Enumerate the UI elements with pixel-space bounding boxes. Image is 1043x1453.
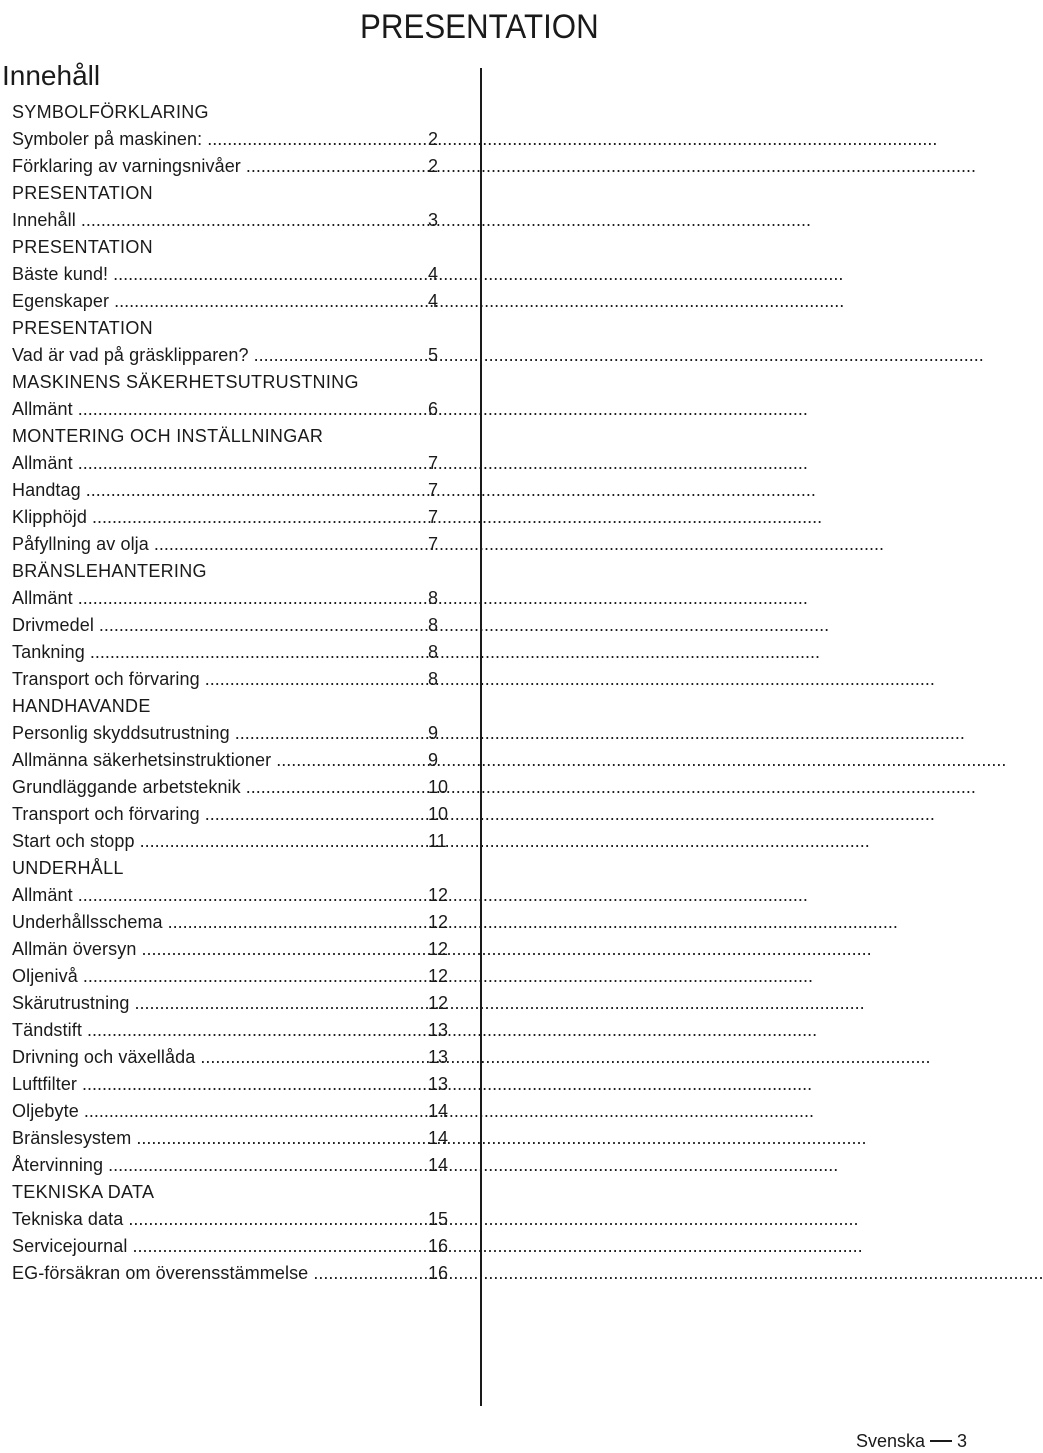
toc-entry[interactable] [12, 1044, 457, 1071]
toc-entry-label: Allmänt ..... [12, 882, 414, 909]
toc-entry-label: Vad är vad på gräsklipparen? ..... [12, 342, 414, 369]
toc-entry-label: Allmänna säkerhetsinstruktioner ..... [12, 747, 414, 774]
toc-entry-label: Egenskaper ..... [12, 288, 414, 315]
toc-entry-label: Symboler på maskinen: ..... [12, 126, 414, 153]
toc-entry-label: Handtag ..... [12, 477, 414, 504]
toc-entry-label: Påfyllning av olja ..... [12, 531, 414, 558]
toc-entry-label: Transport och förvaring ..... [12, 666, 414, 693]
toc-entry-label: Allmänt ..... [12, 450, 414, 477]
toc-entry-page-number: 7 [428, 453, 439, 473]
toc-entry[interactable] [12, 1206, 457, 1233]
toc-entry-label: Bränslesystem ..... [12, 1125, 414, 1152]
toc-entry[interactable] [12, 963, 457, 990]
toc-entry-page-number: 12 [428, 912, 449, 932]
toc-entry-label: Start och stopp ..... [12, 828, 414, 855]
toc-entry-page-number: 4 [428, 264, 439, 284]
toc-section-heading: MONTERING OCH INSTÄLLNINGAR [12, 426, 324, 446]
toc-entry-page-number: 4 [428, 291, 439, 311]
toc-section-heading: HANDHAVANDE [12, 696, 151, 716]
toc-entry-page-number: 12 [428, 993, 449, 1013]
toc-entry-page-number: 8 [428, 588, 439, 608]
toc-entry[interactable] [12, 990, 457, 1017]
toc-entry[interactable] [12, 396, 457, 423]
toc-entry-label: Tändstift ..... [12, 1017, 414, 1044]
toc-entry-label: Underhållsschema ..... [12, 909, 414, 936]
toc-entry-label: Tekniska data ..... [12, 1206, 414, 1233]
toc-entry-page-number: 14 [428, 1101, 449, 1121]
toc-entry[interactable] [12, 612, 457, 639]
toc-entry[interactable] [12, 261, 457, 288]
toc-entry-page-number: 14 [428, 1128, 449, 1148]
toc-entry-page-number: 2 [428, 129, 439, 149]
toc-entry-page-number: 9 [428, 723, 439, 743]
toc-entry-page-number: 8 [428, 642, 439, 662]
toc-entry-page-number: 12 [428, 939, 449, 959]
toc-entry-page-number: 9 [428, 750, 439, 770]
toc-entry-page-number: 15 [428, 1209, 449, 1229]
toc-entry-label: Tankning ..... [12, 639, 414, 666]
toc-entry-label: Servicejournal ..... [12, 1233, 414, 1260]
toc-entry[interactable] [12, 936, 457, 963]
toc-entry-label: Transport och förvaring ..... [12, 801, 414, 828]
toc-entry-page-number: 16 [428, 1236, 449, 1256]
toc-entry-page-number: 16 [428, 1263, 449, 1283]
toc-entry-page-number: 2 [428, 156, 439, 176]
toc-entry[interactable] [12, 207, 457, 234]
toc-entry[interactable] [12, 504, 457, 531]
toc-entry[interactable] [12, 450, 457, 477]
footer-page-number: 3 [957, 1431, 968, 1451]
toc-entry-page-number: 6 [428, 399, 439, 419]
toc-entry-label: Återvinning ..... [12, 1152, 414, 1179]
toc-entry[interactable] [12, 774, 457, 801]
toc-section-heading: SYMBOLFÖRKLARING [12, 102, 209, 122]
page-header-title: PRESENTATION [360, 8, 599, 46]
toc-entry[interactable] [12, 288, 457, 315]
toc-entry-label: Innehåll ..... [12, 207, 414, 234]
toc-entry[interactable] [12, 1260, 457, 1287]
toc-section-heading: UNDERHÅLL [12, 858, 124, 878]
toc-entry[interactable] [12, 126, 457, 153]
toc-entry[interactable] [12, 1233, 457, 1260]
toc-entry-page-number: 11 [428, 831, 447, 851]
toc-section-heading: TEKNISKA DATA [12, 1182, 155, 1202]
toc-entry-label: Skärutrustning ..... [12, 990, 414, 1017]
toc-entry[interactable] [12, 666, 457, 693]
toc-entry[interactable] [12, 585, 457, 612]
toc-entry-label: Personlig skyddsutrustning ..... [12, 720, 414, 747]
toc-entry-page-number: 13 [428, 1074, 449, 1094]
toc-entry[interactable] [12, 153, 457, 180]
toc-entry-page-number: 12 [428, 885, 449, 905]
toc-entry[interactable] [12, 720, 457, 747]
toc-entry-label: Luftfilter ..... [12, 1071, 414, 1098]
toc-entry-page-number: 14 [428, 1155, 449, 1175]
toc-entry-page-number: 7 [428, 534, 439, 554]
footer-language: Svenska [856, 1431, 926, 1451]
toc-entry-page-number: 5 [428, 345, 439, 365]
toc-entry-page-number: 3 [428, 210, 439, 230]
toc-entry[interactable] [12, 1017, 457, 1044]
toc-entry-page-number: 8 [428, 615, 439, 635]
toc-entry-page-number: 13 [428, 1020, 449, 1040]
toc-entry[interactable] [12, 747, 457, 774]
toc-entry-label: Oljenivå ..... [12, 963, 414, 990]
toc-entry[interactable] [12, 828, 457, 855]
toc-entry-label: EG-försäkran om överensstämmelse ..... [12, 1260, 414, 1287]
toc-entry[interactable] [12, 531, 457, 558]
toc-section-heading: PRESENTATION [12, 318, 153, 338]
toc-entry-page-number: 7 [428, 507, 439, 527]
toc-entry-label: Allmän översyn ..... [12, 936, 414, 963]
toc-entry-label: Oljebyte ..... [12, 1098, 414, 1125]
toc-entry-page-number: 7 [428, 480, 439, 500]
toc-entry-page-number: 10 [428, 804, 449, 824]
toc-entry[interactable] [12, 342, 457, 369]
toc-entry-label: Bäste kund! ..... [12, 261, 414, 288]
toc-entry-page-number: 10 [428, 777, 449, 797]
toc-title: Innehåll [2, 60, 101, 91]
toc-section-heading: MASKINENS SÄKERHETSUTRUSTNING [12, 372, 359, 392]
toc-entry[interactable] [12, 1125, 457, 1152]
toc-entry[interactable] [12, 882, 457, 909]
toc-entry[interactable] [12, 1071, 457, 1098]
toc-entry-label: Allmänt ..... [12, 585, 414, 612]
toc-entry-page-number: 12 [428, 966, 449, 986]
toc-entry-page-number: 8 [428, 669, 439, 689]
toc-entry-label: Klipphöjd ..... [12, 504, 414, 531]
footer-dash [930, 1440, 952, 1442]
table-of-contents [12, 99, 457, 1287]
toc-entry[interactable] [12, 1152, 457, 1179]
toc-entry[interactable] [12, 801, 457, 828]
toc-entry[interactable] [12, 1098, 457, 1125]
toc-entry[interactable] [12, 909, 457, 936]
toc-entry-label: Drivmedel ..... [12, 612, 414, 639]
toc-entry-label: Allmänt ..... [12, 396, 414, 423]
page-footer [856, 1431, 967, 1452]
toc-section-heading: PRESENTATION [12, 183, 153, 203]
toc-entry-label: Grundläggande arbetsteknik ..... [12, 774, 414, 801]
toc-entry-label: Drivning och växellåda ..... [12, 1044, 414, 1071]
toc-entry-label: Förklaring av varningsnivåer ..... [12, 153, 414, 180]
toc-section-heading: PRESENTATION [12, 237, 153, 257]
toc-section-heading: BRÄNSLEHANTERING [12, 561, 207, 581]
toc-entry-page-number: 13 [428, 1047, 449, 1067]
toc-entry[interactable] [12, 639, 457, 666]
toc-entry[interactable] [12, 477, 457, 504]
